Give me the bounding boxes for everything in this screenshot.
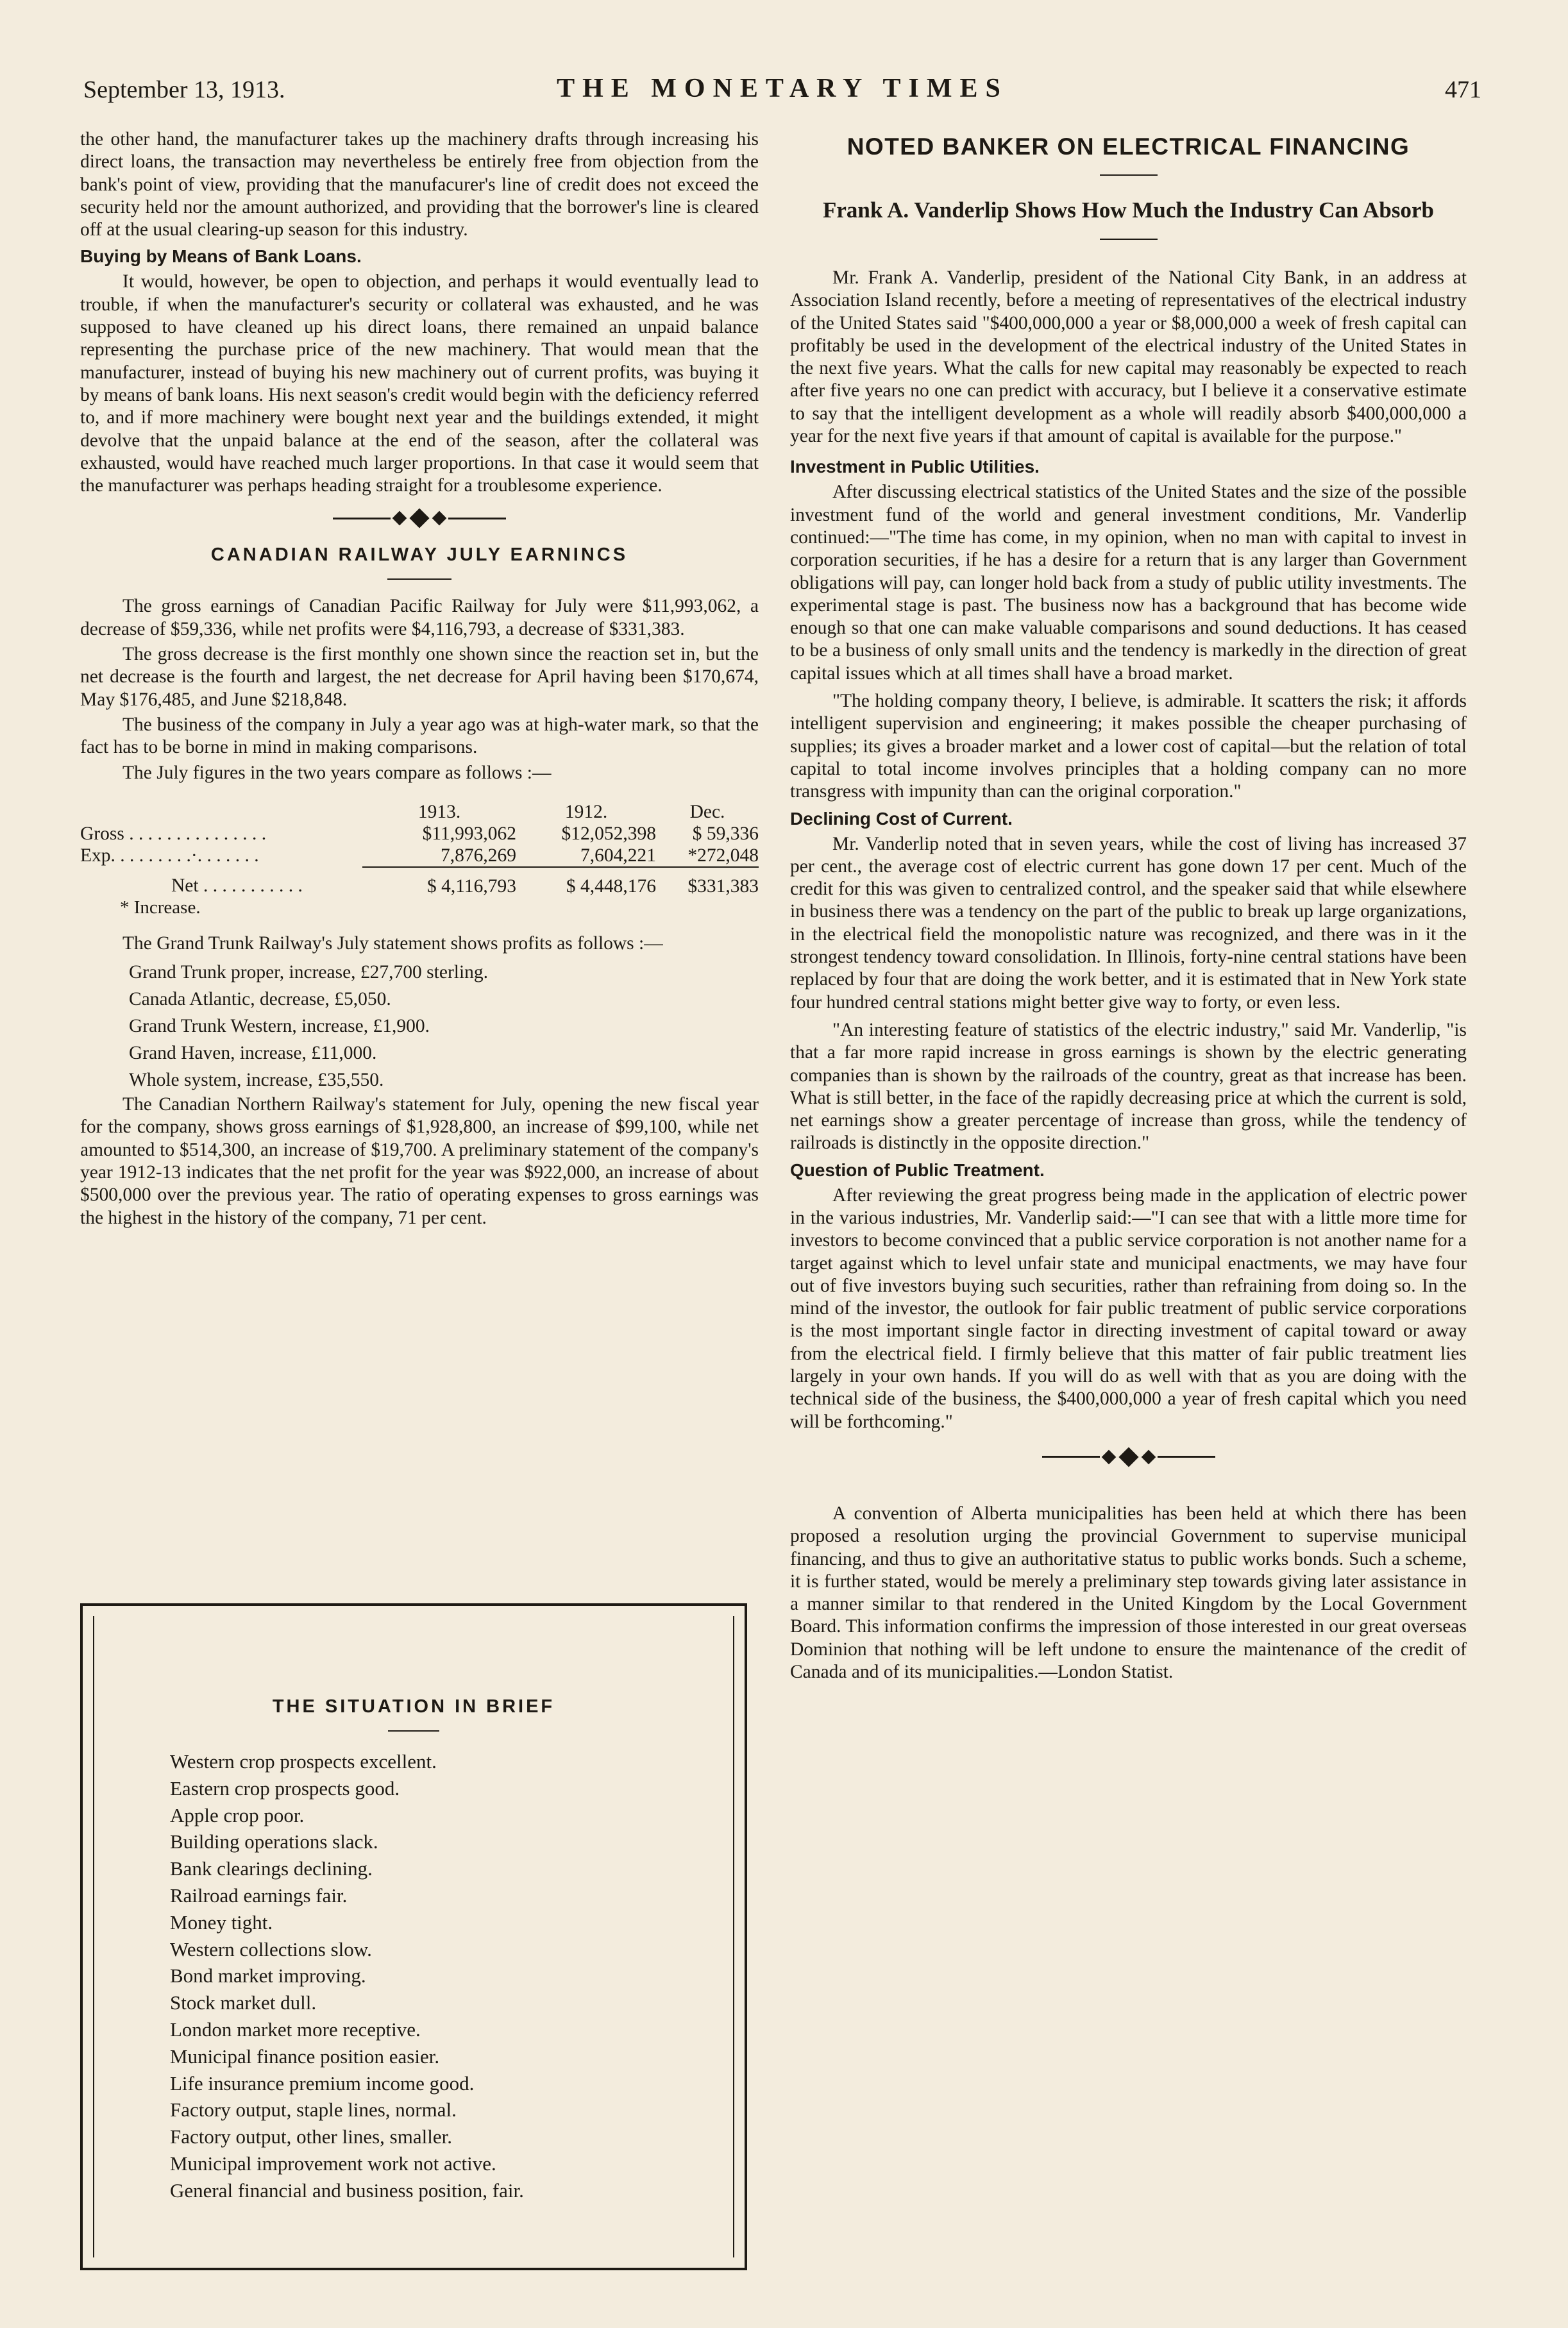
situation-list — [170, 1748, 733, 2204]
vanderlip-intro-paragraph: Mr. Frank A. Vanderlip, president of the National City Bank, in an address at Association Island recently, before a meeting of representatives of the electrical industry of the United States said "$400,000,000 a year or $8,000,000 a week of fresh capital can profitably be used in the development of the electrical industry of the United States in the next five years. What the calls for new capital may reasonably be expected to reach after five years no one can predict with accuracy, but I believe it a conservative estimate to say that the intelligent development as a whole will readily absorb $400,000,000 a year for the next five years if that amount of capital is available for the purpose." — [790, 267, 1467, 447]
situation-in-brief-box — [80, 1603, 747, 2270]
list-item: Stock market dull. — [170, 1991, 317, 2014]
subhead-public-treatment: Question of Public Treatment. — [790, 1160, 1045, 1180]
railway-para-1: The gross earnings of Canadian Pacific Railway for July were $11,993,062, a decrease of $59,336, while net profits were $4,116,793, a decrease of $331,383. — [80, 596, 759, 639]
declining-para-2: "An interesting feature of statistics of the electric industry," said Mr. Vanderlip, "is that a far more rapid increase in gross earnings is shown by the electric generating companies than is shown by the railroads of the country, great as that increase has been. What is still better, in the face of the rapidly decreasing price at which the current is sold, net earnings show a greater percentage of increase than gross, while the tendency of railroads is distinctly in the opposite direction." — [790, 1019, 1467, 1154]
list-item: Apple crop poor. — [170, 1803, 305, 1826]
list-item: Eastern crop prospects good. — [170, 1776, 400, 1800]
list-item: Western crop prospects excellent. — [170, 1750, 437, 1773]
alberta-paragraph: A convention of Alberta municipalities has been held at which there has been proposed a resolution urging the provincial Government to supervise municipal financing, and thus to give an authoritative status to public works bonds. Such a scheme, it is further stated, would be merely a preliminary step towards giving later assistance in a manner similar to that rendered in the United Kingdom by the Local Government Board. This information confirms the impression of those interested in our great overseas Dominion that nothing will be left undone to ensure the maintenance of the credit of Canada and of its municipalities.—London Statist. — [790, 1503, 1467, 1683]
grand-trunk-intro: The Grand Trunk Railway's July statement shows profits as follows :— — [122, 932, 663, 954]
title-rule — [388, 1730, 439, 1732]
subhead-investment: Investment in Public Utilities. — [790, 457, 1040, 477]
list-item: Western collections slow. — [170, 1937, 372, 1961]
list-item: Life insurance premium income good. — [170, 2071, 475, 2095]
right-column — [790, 128, 1467, 1683]
declining-para-1: Mr. Vanderlip noted that in seven years, while the cost of living has increased 37 per cent., the average cost of electric current has gone down 17 per cent. Much of the credit for this was given to centralized control, and the speaker said that while elsewhere in business there was a tendency on the part of the public to break up large organizations, in the electrical field the monopolistic nature was recognized, and there was in it the strongest tendency toward consolidation. In Illinois, forty-nine central stations have been replaced by four that are doing the work better, and it is estimated that in New York state four hundred central stations might better give way to forty, or even less. — [790, 833, 1467, 1013]
bank-loans-paragraph: It would, however, be open to objection, and perhaps it would eventually lead to trouble, if when the manufacturer's security or collateral was exhausted, and he was supposed to have cleaned up his direct loans, there remained an unpaid balance representing the purchase price of the new machinery. That would mean that the manufacturer, instead of buying his new machinery out of current profits, was buying it by means of bank loans. His next season's credit would begin with the deficiency referred to, and if more machinery were bought next year and the buildings extended, it might devolve that the unpaid balance at the end of the season, after the collateral was exhausted, would have reached much larger proportions. In that case it would seem that the manufacturer was perhaps heading straight for a troublesome experience. — [80, 271, 759, 496]
list-item: Canada Atlantic, decrease, £5,050. — [129, 989, 391, 1010]
list-item: Railroad earnings fair. — [170, 1884, 348, 1907]
list-item: Money tight. — [170, 1910, 273, 1934]
article-subtitle: Frank A. Vanderlip Shows How Much the Industry Can Absorb — [822, 198, 1434, 223]
list-item: General financial and business position, fair. — [170, 2179, 524, 2202]
list-item: London market more receptive. — [170, 2018, 421, 2041]
col-header-dec: Dec. — [689, 801, 725, 822]
title-rule — [1100, 174, 1158, 176]
intro-paragraph: the other hand, the manufacturer takes up the machinery drafts through increasing his direct loans, the transaction may nevertheless be entirely free from objection from the bank's point of view, providing that the manufacurer's line of credit does not exceed the security held nor the amount authorized, and providing that the borrower's line is cleared off at the usual clearing-up season for this industry. — [80, 129, 759, 240]
title-rule — [1100, 239, 1158, 240]
grand-trunk-list — [80, 959, 759, 1093]
article-title: NOTED BANKER ON ELECTRICAL FINANCING — [847, 133, 1410, 160]
title-rule — [387, 578, 451, 580]
canadian-northern-paragraph: The Canadian Northern Railway's statement for July, opening the new fiscal year for the company, shows gross earnings of $1,928,800, an increase of $99,100, while net amounted to $514,300, an increase of $19,700. A preliminary statement of the company's year 1912-13 indicates that the net profit for the year was $922,000, an increase of about $500,000 over the previous year. The ratio of operating expenses to gross earnings was the highest in the history of the company, 71 per cent. — [80, 1094, 759, 1228]
investment-para-1: After discussing electrical statistics of the United States and the size of the possible investment fund of the world and general investment conditions, Mr. Vanderlip continued:—"The time has come, in my opinion, when no man with capital to invest in corporation securities, if he has a desire for a return that is any larger than Government obligations will pay, can longer hold back from a study of public utility investments. The experimental stage is past. The business now has a background that has become wide enough so that one can make valuable comparisons and sound deductions. It has ceased to be a business of only small units and the tendency is markedly in the direction of great capital issues which at all times shall have a broad market. — [790, 482, 1467, 684]
table-footnote: * Increase. — [120, 897, 201, 918]
list-item: Bond market improving. — [170, 1964, 366, 1987]
list-item: Building operations slack. — [170, 1830, 378, 1853]
list-item: Grand Trunk Western, increase, £1,900. — [129, 1016, 430, 1037]
left-column — [80, 128, 759, 1229]
page-number: 471 — [1445, 76, 1481, 103]
public-treatment-paragraph: After reviewing the great progress being made in the application of electric power in the various industries, Mr. Vanderlip said:—"I can see that with a little more time for investors to become convinced that a public service corporation is not another name for a target against which to level unfair state and municipal enactments, we may have four out of five investors buying such securities, rather than refraining from doing so. In the mind of the investor, the outlook for fair public treatment of public service corporations is the most important single factor in directing investment of capital toward or away from the electrical field. I firmly believe that this matter of fair public treatment lies largely in your own hands. If you will do as well with that as you are doing with the technical side of the business, the $400,000,000 a year of fresh capital which you need will be forthcoming." — [790, 1185, 1467, 1432]
railway-para-2: The gross decrease is the first monthly one shown since the reaction set in, but the net decrease is the fourth and largest, the net decrease for April having been $170,674, May $176,485, and June $218,848. — [80, 644, 759, 710]
section-divider-ornament — [80, 511, 759, 525]
table-row: Exp. . . . . . . . .·. . . . . . . 7,876,269 7,604,221 *272,048 — [80, 845, 759, 866]
list-item: Bank clearings declining. — [170, 1857, 373, 1880]
table-row: Gross . . . . . . . . . . . . . . . $11,993,062 $12,052,398 $ 59,336 — [80, 823, 759, 844]
investment-para-2: "The holding company theory, I believe, is admirable. It scatters the risk; it affords intelligent supervision and engineering; it makes possible the cheaper purchasing of supplies; its gives a broader market and a lower cost of capital—but the relation of total capital to total income involves principles that a holding company can no more transgress with impunity than can the original corporation." — [790, 691, 1467, 802]
subhead-declining-cost: Declining Cost of Current. — [790, 808, 1013, 829]
list-item: Grand Trunk proper, increase, £27,700 sterling. — [129, 962, 489, 983]
col-header-1912: 1912. — [564, 801, 608, 822]
earnings-comparison-table — [80, 801, 759, 897]
list-item: Municipal finance position easier. — [170, 2045, 440, 2068]
list-item: Municipal improvement work not active. — [170, 2152, 496, 2175]
railway-earnings-title: CANADIAN RAILWAY JULY EARNINCS — [210, 544, 628, 566]
box-inner-frame — [93, 1616, 734, 2257]
list-item: Factory output, other lines, smaller. — [170, 2125, 452, 2148]
col-header-1913: 1913. — [417, 801, 461, 822]
section-divider-ornament — [790, 1450, 1467, 1464]
list-item: Factory output, staple lines, normal. — [170, 2098, 457, 2121]
table-net-row: Net . . . . . . . . . . . $ 4,116,793 $ 4,448,176 $331,383 — [171, 875, 759, 897]
issue-date: September 13, 1913. — [83, 76, 285, 103]
publication-title: THE MONETARY TIMES — [557, 74, 1008, 103]
railway-para-3: The business of the company in July a year ago was at high-water mark, so that the fact has to be borne in mind in making comparisons. — [80, 714, 759, 758]
list-item: Whole system, increase, £35,550. — [129, 1070, 384, 1091]
situation-title: THE SITUATION IN BRIEF — [272, 1696, 555, 1717]
list-item: Grand Haven, increase, £11,000. — [129, 1043, 377, 1064]
subhead-bank-loans: Buying by Means of Bank Loans. — [80, 246, 362, 267]
page-header — [83, 76, 1481, 114]
railway-para-4: The July figures in the two years compare as follows :— — [122, 762, 552, 783]
